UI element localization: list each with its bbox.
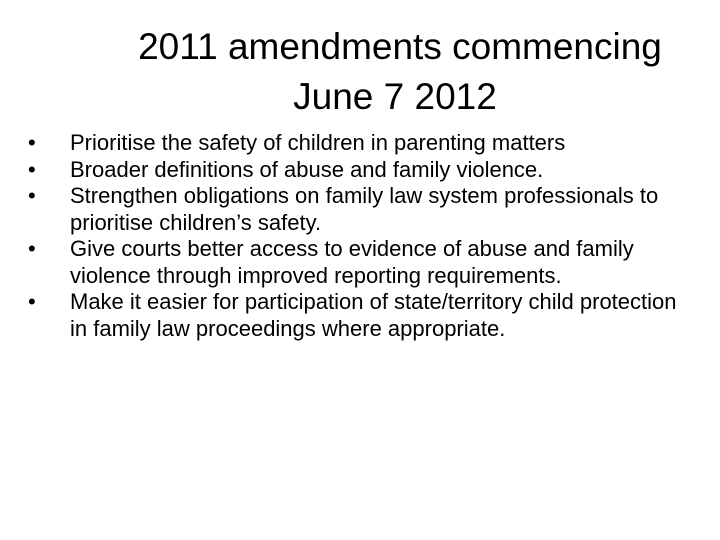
bullet-item-participation: [26, 289, 696, 342]
bullet-icon: •: [28, 156, 36, 182]
bullet-text: Give courts better access to evidence of abuse and family violence through improved reporting requirements.: [70, 236, 634, 288]
bullet-text: Prioritise the safety of children in parenting matters: [70, 130, 566, 155]
slide-title: [40, 22, 680, 122]
bullet-item-safety: [26, 130, 696, 157]
bullet-icon: •: [28, 289, 36, 314]
bullet-icon: •: [28, 130, 36, 155]
title-line-1: 2011 amendments commencing: [138, 26, 662, 67]
title-line-2: June 7 2012: [293, 76, 497, 117]
bullet-icon: •: [28, 236, 36, 261]
bullet-item-obligations: [26, 183, 696, 236]
bullet-icon: •: [28, 183, 36, 208]
bullet-item-evidence: [26, 236, 696, 289]
bullet-text: Broader definitions of abuse and family violence.: [70, 156, 544, 182]
bullet-list: [26, 130, 696, 342]
bullet-item-definitions: [26, 157, 696, 184]
bullet-text: Strengthen obligations on family law system professionals to prioritise children’s safety.: [70, 183, 659, 235]
bullet-text: Make it easier for participation of state/territory child protection in family law proceedings where appropriate.: [70, 289, 677, 341]
